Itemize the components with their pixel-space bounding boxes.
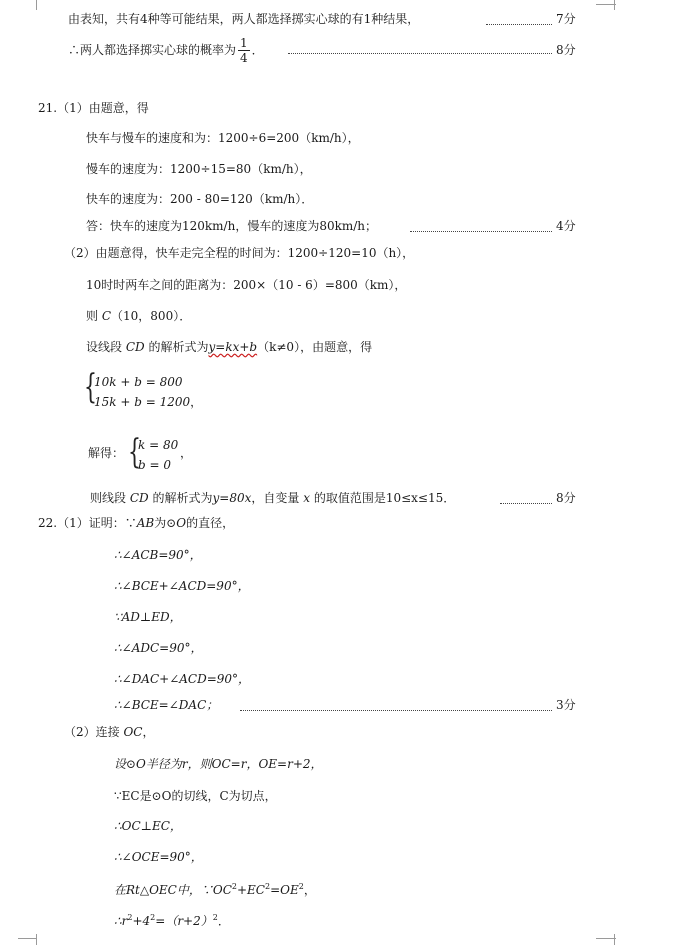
solution-1: k = 80 xyxy=(138,438,179,452)
q22-line-t1: 设⊙O半径为r，则OC=r，OE=r+2， xyxy=(114,757,323,771)
q21-line-3: 快车的速度为：200 - 80=120（km/h）． xyxy=(86,192,314,206)
solution-comma: ， xyxy=(180,446,193,460)
q20-line-1: 由表知，共有4种等可能结果，两人都选择掷实心球的有1种结果， xyxy=(68,12,420,26)
q22-line-t6: $\therefore r^2+4^2=(r+2)^2$． xyxy=(114,913,230,928)
q20-line-2: ∴两人都选择掷实心球的概率为 $\frac{1}{4}$ ． xyxy=(68,36,264,65)
q21-line-5: 10时时两车之间的距离为：200×（10 - 6）=800（km）， xyxy=(86,278,407,292)
q22-line-t2: ∵EC是⊙O的切线，C为切点， xyxy=(114,789,277,803)
q22-line-t5: 在Rt△OEC中，$\because OC^2+EC^2=OE^2$， xyxy=(114,882,316,897)
equation-1: 10k + b = 800 xyxy=(94,375,183,389)
q22-step-3: ∵AD⊥ED， xyxy=(114,610,182,624)
crop-mark-top-left xyxy=(36,0,37,10)
equation-brace: { xyxy=(84,367,97,407)
q21-line-8: 则线段 CD 的解析式为y=80x，自变量 x 的取值范围是10≤x≤15． xyxy=(90,491,456,505)
q21-line-7: 设线段 CD 的解析式为y=kx+b（k≠0），由题意，得 xyxy=(86,340,373,354)
crop-mark-bottom-right-h xyxy=(596,938,616,939)
leader-dots xyxy=(500,503,552,504)
q21-line-6: 则 C（10，800）． xyxy=(86,309,192,323)
crop-mark-bottom-left xyxy=(36,934,37,945)
crop-mark-top-right-h xyxy=(596,4,616,5)
fraction-1-4: $\frac{1}{4}$ xyxy=(240,36,248,65)
q22-heading: 22.（1）证明：∵AB为⊙O的直径， xyxy=(38,516,235,530)
q22-step-1: ∴∠ACB=90°， xyxy=(114,548,202,562)
q21-line-4: 答：快车的速度为120km/h，慢车的速度为80km/h； xyxy=(86,219,378,233)
q21-part-2: （2）由题意得，快车走完全程的时间为：1200÷120=10（h）， xyxy=(64,246,415,260)
crop-mark-bottom-right xyxy=(614,934,615,945)
score-8: 8分 xyxy=(556,491,576,505)
q21-heading: 21.（1）由题意，得 xyxy=(38,101,149,115)
q22-step-5: ∴∠DAC+∠ACD=90°， xyxy=(114,672,251,686)
leader-dots xyxy=(240,710,552,711)
score-3: 3分 xyxy=(556,698,576,712)
score-8: 8分 xyxy=(556,43,576,57)
solution-brace: { xyxy=(128,432,141,472)
leader-dots xyxy=(288,53,552,54)
crop-mark-bottom-left-h xyxy=(18,938,37,939)
q21-line-2: 慢车的速度为：1200÷15=80（km/h）， xyxy=(86,162,312,176)
equation-2: 15k + b = 1200， xyxy=(94,395,203,409)
q22-line-t3: ∴OC⊥EC， xyxy=(114,819,182,833)
leader-dots xyxy=(410,231,552,232)
q22-step-6: ∴∠BCE=∠DAC； xyxy=(114,698,219,712)
leader-dots xyxy=(486,24,552,25)
q22-line-t4: ∴∠OCE=90°， xyxy=(114,850,203,864)
solution-2: b = 0 xyxy=(138,458,171,472)
q22-step-4: ∴∠ADC=90°， xyxy=(114,641,203,655)
score-7: 7分 xyxy=(556,12,576,26)
q22-part-2: （2）连接 OC， xyxy=(64,725,155,739)
q22-step-2: ∴∠BCE+∠ACD=90°， xyxy=(114,579,250,593)
q21-line-1: 快车与慢车的速度和为：1200÷6=200（km/h）， xyxy=(86,131,360,145)
score-4: 4分 xyxy=(556,219,576,233)
crop-mark-top-right xyxy=(614,0,615,10)
solve-label: 解得： xyxy=(88,446,125,460)
